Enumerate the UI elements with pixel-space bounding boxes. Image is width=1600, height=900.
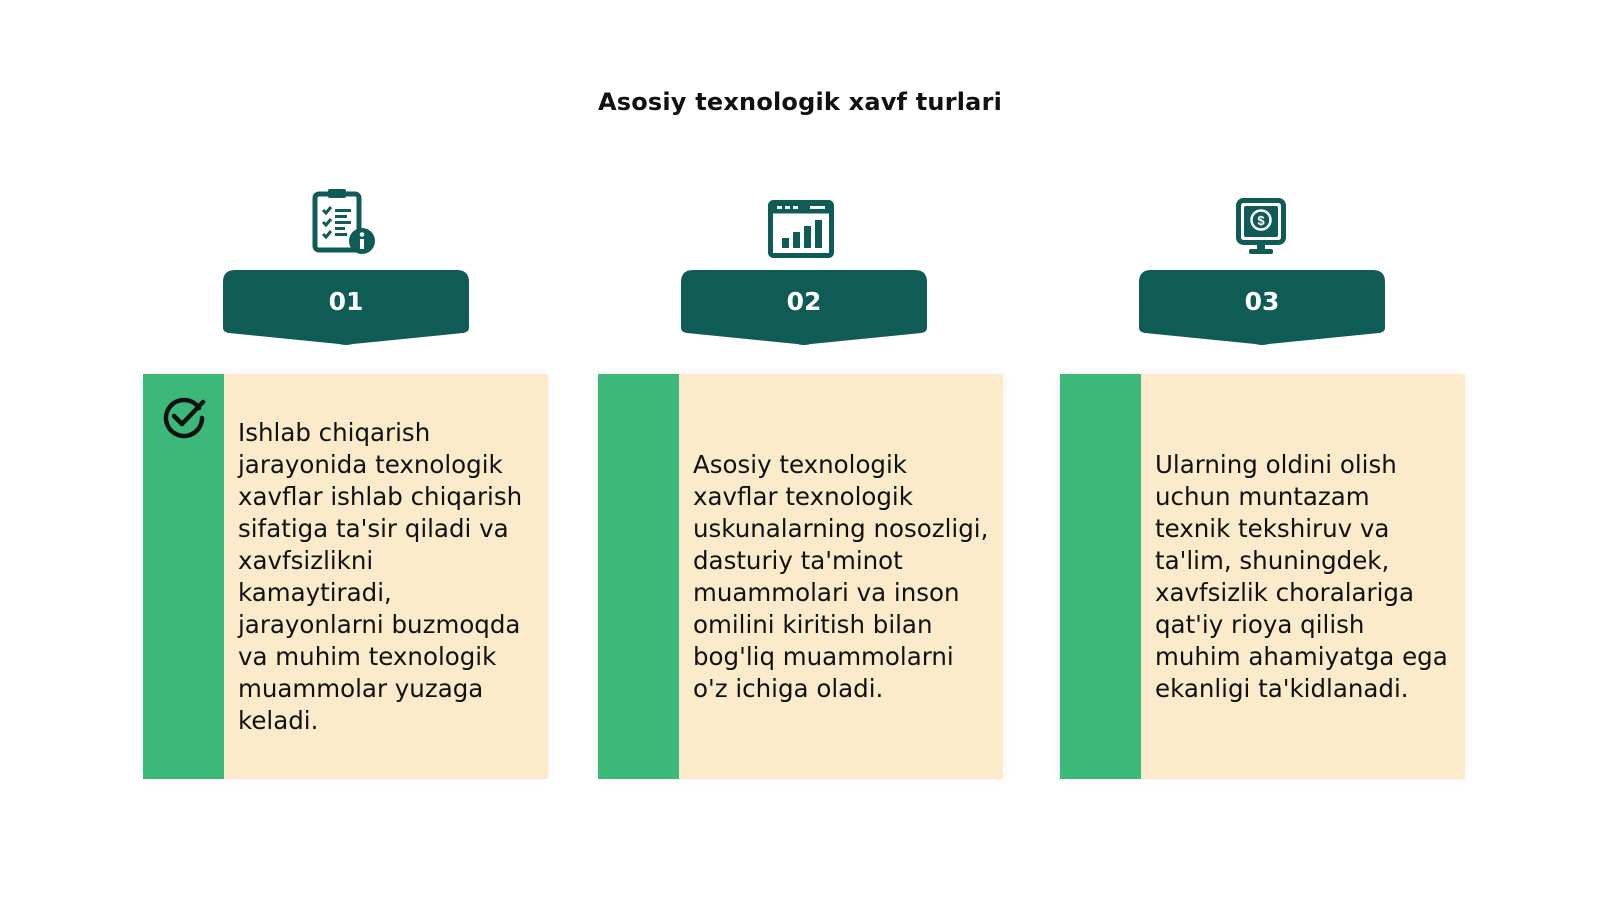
dollar-monitor-icon	[1236, 198, 1286, 256]
clipboard-info-icon	[312, 188, 380, 256]
step-number-03: 03	[1244, 287, 1280, 316]
card-02	[598, 374, 1003, 779]
svg-text:$: $	[1257, 213, 1265, 228]
step-badge-01	[223, 270, 469, 346]
card-accent-bar	[598, 374, 679, 779]
card-text: Ularning oldini olish uchun muntazam texnik tekshiruv va ta'lim, shuningdek, xavfsizlik choralariga qat'iy rioya qilish muhim ahamiyatga ega ekanligi ta'kidlanadi.	[1155, 449, 1448, 703]
card-accent-bar	[143, 374, 224, 779]
card-01	[143, 374, 548, 779]
step-number-02: 02	[786, 287, 822, 316]
check-circle-icon	[161, 394, 207, 444]
card-body	[679, 374, 1003, 779]
card-text: Asosiy texnologik xavflar texnologik uskunalarning nosozligi, dasturiy ta'minot muammolari va inson omilini kiritish bilan bog'liq muammolarni o'z ichiga oladi.	[693, 449, 989, 703]
step-number-01: 01	[328, 287, 364, 316]
card-body	[1141, 374, 1465, 779]
step-badge-03	[1139, 270, 1385, 346]
card-text: Ishlab chiqarish jarayonida texnologik xavflar ishlab chiqarish sifatiga ta'sir qiladi va xavfsizlikni kamaytiradi, jarayonlarni buzmoqda va muhim texnologik muammolar yuzaga keladi.	[238, 417, 523, 735]
step-badge-02	[681, 270, 927, 346]
page-title: Asosiy texnologik xavf turlari	[597, 88, 1003, 116]
card-body	[224, 374, 548, 779]
bar-chart-window-icon	[768, 200, 834, 258]
card-accent-bar	[1060, 374, 1141, 779]
card-03	[1060, 374, 1465, 779]
